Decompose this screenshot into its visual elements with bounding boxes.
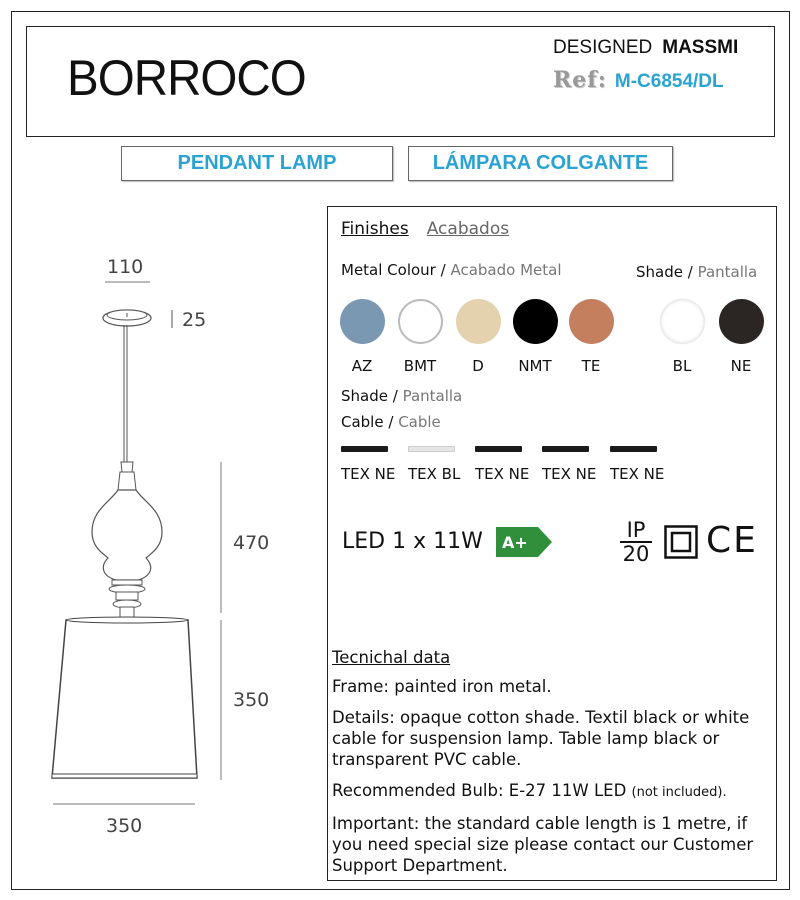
cable-code-2: TEX BL bbox=[408, 465, 461, 483]
tech-important: Important: the standard cable length is 1 metre, if you need special size please contact our Customer Support Department. bbox=[332, 814, 754, 875]
code-az: AZ bbox=[351, 357, 373, 375]
cable-swatch-4[interactable] bbox=[542, 446, 589, 452]
designed-label: DESIGNED bbox=[553, 37, 653, 58]
header-box bbox=[26, 26, 775, 137]
ref-code: M-C6854/DL bbox=[614, 71, 724, 92]
led-spec: LED 1 x 11W bbox=[342, 529, 483, 554]
cable-code-1: TEX NE bbox=[341, 465, 396, 483]
tech-title: Tecnichal data bbox=[332, 648, 451, 667]
code-d: D bbox=[472, 357, 484, 375]
cable-label-es: Cable bbox=[398, 413, 441, 431]
code-bl: BL bbox=[672, 357, 692, 375]
energy-class: A+ bbox=[502, 533, 528, 552]
designed-by bbox=[553, 37, 738, 59]
tech-details: Details: opaque cotton shade. Textil black or white cable for suspension lamp. Table lamp black or transparent PVC cable. bbox=[332, 708, 750, 769]
tech-bulb-note: (not included). bbox=[631, 785, 727, 800]
swatch-d[interactable] bbox=[456, 299, 501, 344]
product-name: BORROCO bbox=[67, 50, 306, 106]
ip-top: IP bbox=[626, 518, 646, 542]
metal-label-es: Acabado Metal bbox=[450, 261, 562, 279]
swatch-ne[interactable] bbox=[719, 299, 764, 344]
tech-frame: Frame: painted iron metal. bbox=[332, 677, 552, 696]
cable-label bbox=[341, 413, 441, 431]
code-nmt: NMT bbox=[518, 357, 552, 375]
cable-code-5: TEX NE bbox=[610, 465, 665, 483]
swatch-te[interactable] bbox=[569, 299, 614, 344]
shade-label bbox=[636, 263, 757, 281]
ce-mark-icon: CE bbox=[706, 520, 758, 561]
lamp-drawing-svg bbox=[30, 240, 320, 850]
cable-label-en: Cable / bbox=[341, 413, 394, 431]
reference-row bbox=[553, 67, 724, 93]
designer-name: MASSMI bbox=[662, 37, 739, 58]
energy-label bbox=[496, 527, 552, 561]
ref-label: Ref: bbox=[553, 67, 607, 93]
title-spanish: LÁMPARA COLGANTE bbox=[408, 146, 673, 181]
swatch-bl[interactable] bbox=[660, 299, 705, 344]
shade2-label bbox=[341, 387, 462, 405]
code-bmt: BMT bbox=[403, 357, 437, 375]
swatch-nmt[interactable] bbox=[513, 299, 558, 344]
shade-label-es: Pantalla bbox=[697, 263, 758, 281]
cable-code-4: TEX NE bbox=[542, 465, 597, 483]
cable-swatch-5[interactable] bbox=[610, 446, 657, 452]
title-english: PENDANT LAMP bbox=[121, 146, 393, 181]
cable-swatch-3[interactable] bbox=[475, 446, 522, 452]
dim-shade-height: 350 bbox=[233, 689, 270, 711]
shade2-label-en: Shade / bbox=[341, 387, 398, 405]
finishes-panel bbox=[327, 206, 777, 881]
dim-shade-width: 350 bbox=[106, 815, 143, 837]
dim-top-width: 110 bbox=[107, 256, 144, 278]
swatch-bmt[interactable] bbox=[398, 299, 443, 344]
energy-arrow-icon bbox=[496, 527, 552, 557]
tech-bulb bbox=[332, 780, 776, 803]
swatch-az[interactable] bbox=[340, 299, 385, 344]
technical-data bbox=[332, 647, 776, 886]
lamp-drawing bbox=[30, 240, 320, 850]
dim-body-height: 470 bbox=[233, 532, 270, 554]
finishes-tabs bbox=[341, 219, 527, 239]
code-te: TE bbox=[581, 357, 601, 375]
class-ii-icon bbox=[664, 525, 698, 559]
ip-bottom: 20 bbox=[622, 542, 650, 566]
cable-swatch-2[interactable] bbox=[408, 446, 455, 452]
metal-label-en: Metal Colour / bbox=[341, 261, 446, 279]
cable-code-3: TEX NE bbox=[475, 465, 530, 483]
tech-bulb-text: Recommended Bulb: E-27 11W LED bbox=[332, 781, 627, 800]
dim-canopy-height: 25 bbox=[182, 309, 207, 331]
tab-finishes[interactable]: Finishes bbox=[341, 219, 409, 239]
shade2-label-es: Pantalla bbox=[402, 387, 463, 405]
code-ne: NE bbox=[730, 357, 752, 375]
tab-acabados[interactable]: Acabados bbox=[426, 219, 510, 239]
ip-rating bbox=[618, 519, 654, 565]
cable-swatch-1[interactable] bbox=[341, 446, 388, 452]
metal-colour-label bbox=[341, 261, 561, 279]
shade-label-en: Shade / bbox=[636, 263, 693, 281]
